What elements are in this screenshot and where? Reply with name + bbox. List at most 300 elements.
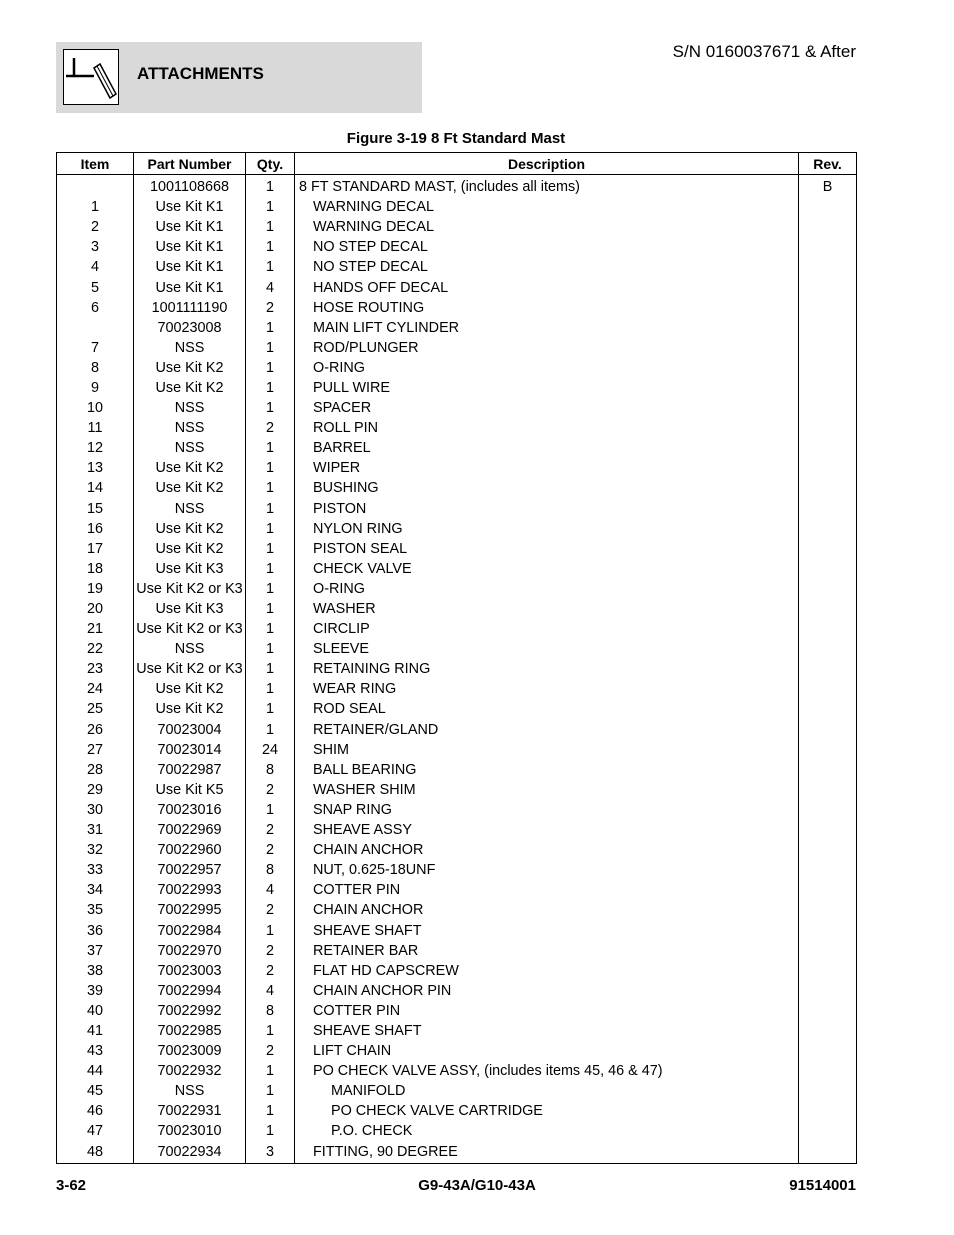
item-cell: 32 (57, 840, 134, 860)
description-cell: LIFT CHAIN (295, 1041, 799, 1061)
table-row (57, 840, 857, 860)
qty-cell: 8 (246, 1001, 295, 1021)
item-cell: 48 (57, 1142, 134, 1164)
part-number-cell: 70022969 (134, 820, 246, 840)
item-cell: 21 (57, 619, 134, 639)
qty-cell: 1 (246, 478, 295, 498)
table-row (57, 820, 857, 840)
qty-cell: 4 (246, 981, 295, 1001)
rev-cell (799, 920, 857, 940)
rev-cell (799, 519, 857, 539)
part-number-cell: 70023008 (134, 318, 246, 338)
description-cell: CHAIN ANCHOR PIN (295, 981, 799, 1001)
table-row (57, 639, 857, 659)
item-cell: 41 (57, 1021, 134, 1041)
table-row (57, 237, 857, 257)
description-cell: O-RING (295, 358, 799, 378)
description-cell: ROLL PIN (295, 418, 799, 438)
description-cell: ROD SEAL (295, 699, 799, 719)
item-cell: 16 (57, 519, 134, 539)
rev-cell (799, 499, 857, 519)
table-row (57, 1101, 857, 1121)
item-cell: 35 (57, 900, 134, 920)
part-number-cell: Use Kit K2 or K3 (134, 579, 246, 599)
part-number-cell: 70023009 (134, 1041, 246, 1061)
description-cell: WARNING DECAL (295, 197, 799, 217)
rev-cell (799, 478, 857, 498)
description-cell: MANIFOLD (295, 1081, 799, 1101)
column-header-qty: Qty. (246, 153, 295, 175)
description-cell: P.O. CHECK (295, 1121, 799, 1141)
item-cell: 15 (57, 499, 134, 519)
item-cell: 19 (57, 579, 134, 599)
part-number-cell: 70022987 (134, 760, 246, 780)
rev-cell (799, 981, 857, 1001)
rev-cell (799, 1081, 857, 1101)
qty-cell: 2 (246, 840, 295, 860)
qty-cell: 1 (246, 175, 295, 198)
description-cell: NO STEP DECAL (295, 237, 799, 257)
table-row (57, 740, 857, 760)
description-cell: WASHER SHIM (295, 780, 799, 800)
table-row (57, 941, 857, 961)
item-cell: 14 (57, 478, 134, 498)
qty-cell: 2 (246, 780, 295, 800)
table-row (57, 519, 857, 539)
description-cell: PO CHECK VALVE ASSY, (includes items 45, 46 & 47) (295, 1061, 799, 1081)
qty-cell: 1 (246, 720, 295, 740)
rev-cell (799, 217, 857, 237)
part-number-cell: Use Kit K2 (134, 458, 246, 478)
item-cell: 9 (57, 378, 134, 398)
part-number-cell: Use Kit K1 (134, 277, 246, 297)
item-cell: 10 (57, 398, 134, 418)
item-cell: 3 (57, 237, 134, 257)
part-number-cell: 70023003 (134, 961, 246, 981)
parts-table-body (57, 175, 857, 1164)
table-row (57, 579, 857, 599)
description-cell: COTTER PIN (295, 880, 799, 900)
table-row (57, 539, 857, 559)
qty-cell: 24 (246, 740, 295, 760)
description-cell: COTTER PIN (295, 1001, 799, 1021)
item-cell: 18 (57, 559, 134, 579)
rev-cell (799, 378, 857, 398)
item-cell: 25 (57, 699, 134, 719)
rev-cell (799, 699, 857, 719)
description-cell: SHEAVE SHAFT (295, 920, 799, 940)
qty-cell: 4 (246, 277, 295, 297)
rev-cell (799, 820, 857, 840)
qty-cell: 1 (246, 699, 295, 719)
table-row (57, 699, 857, 719)
qty-cell: 4 (246, 880, 295, 900)
table-row (57, 338, 857, 358)
rev-cell (799, 740, 857, 760)
description-cell: CHAIN ANCHOR (295, 900, 799, 920)
item-cell: 26 (57, 720, 134, 740)
item-cell: 4 (57, 257, 134, 277)
rev-cell (799, 458, 857, 478)
description-cell: SHEAVE ASSY (295, 820, 799, 840)
item-cell: 44 (57, 1061, 134, 1081)
description-cell: NUT, 0.625-18UNF (295, 860, 799, 880)
rev-cell (799, 257, 857, 277)
description-cell: WASHER (295, 599, 799, 619)
qty-cell: 1 (246, 679, 295, 699)
qty-cell: 8 (246, 760, 295, 780)
table-row (57, 318, 857, 338)
table-row (57, 1061, 857, 1081)
qty-cell: 1 (246, 659, 295, 679)
item-cell: 2 (57, 217, 134, 237)
table-row (57, 760, 857, 780)
rev-cell (799, 880, 857, 900)
table-row (57, 981, 857, 1001)
rev-cell (799, 639, 857, 659)
table-row (57, 900, 857, 920)
qty-cell: 1 (246, 237, 295, 257)
rev-cell (799, 1121, 857, 1141)
table-row (57, 378, 857, 398)
description-cell: CIRCLIP (295, 619, 799, 639)
table-row (57, 1001, 857, 1021)
item-cell: 31 (57, 820, 134, 840)
table-row (57, 599, 857, 619)
rev-cell (799, 1142, 857, 1164)
section-title: ATTACHMENTS (137, 64, 264, 83)
column-header-part-number: Part Number (134, 153, 246, 175)
description-cell: SHEAVE SHAFT (295, 1021, 799, 1041)
description-cell: WARNING DECAL (295, 217, 799, 237)
part-number-cell: 70022932 (134, 1061, 246, 1081)
table-row (57, 1041, 857, 1061)
part-number-cell: Use Kit K2 (134, 539, 246, 559)
item-cell: 33 (57, 860, 134, 880)
qty-cell: 3 (246, 1142, 295, 1164)
table-row (57, 961, 857, 981)
part-number-cell: 70022957 (134, 860, 246, 880)
description-cell: FITTING, 90 DEGREE (295, 1142, 799, 1164)
qty-cell: 1 (246, 619, 295, 639)
item-cell: 46 (57, 1101, 134, 1121)
item-cell: 43 (57, 1041, 134, 1061)
table-row (57, 277, 857, 297)
page-number: 3-62 (56, 1177, 87, 1194)
qty-cell: 1 (246, 1121, 295, 1141)
table-row (57, 358, 857, 378)
part-number-cell: NSS (134, 1081, 246, 1101)
table-row (57, 1081, 857, 1101)
rev-cell (799, 900, 857, 920)
table-row (57, 800, 857, 820)
table-row (57, 197, 857, 217)
description-cell: O-RING (295, 579, 799, 599)
item-cell: 12 (57, 438, 134, 458)
rev-cell (799, 318, 857, 338)
item-cell: 23 (57, 659, 134, 679)
rev-cell (799, 298, 857, 318)
table-row (57, 659, 857, 679)
item-cell: 37 (57, 941, 134, 961)
rev-cell (799, 760, 857, 780)
qty-cell: 1 (246, 378, 295, 398)
rev-cell (799, 277, 857, 297)
model-number: G9-43A/G10-43A (418, 1177, 536, 1194)
qty-cell: 1 (246, 338, 295, 358)
table-row (57, 418, 857, 438)
description-cell: MAIN LIFT CYLINDER (295, 318, 799, 338)
part-number-cell: 70023016 (134, 800, 246, 820)
table-row (57, 298, 857, 318)
description-cell: PO CHECK VALVE CARTRIDGE (295, 1101, 799, 1121)
qty-cell: 1 (246, 438, 295, 458)
item-cell: 29 (57, 780, 134, 800)
table-row (57, 780, 857, 800)
part-number-cell: Use Kit K2 (134, 358, 246, 378)
part-number-cell: 70022960 (134, 840, 246, 860)
part-number-cell: Use Kit K1 (134, 257, 246, 277)
qty-cell: 1 (246, 639, 295, 659)
rev-cell (799, 840, 857, 860)
table-row (57, 257, 857, 277)
item-cell: 11 (57, 418, 134, 438)
table-row (57, 458, 857, 478)
rev-cell (799, 559, 857, 579)
description-cell: SHIM (295, 740, 799, 760)
description-cell: WEAR RING (295, 679, 799, 699)
item-cell: 47 (57, 1121, 134, 1141)
item-cell: 20 (57, 599, 134, 619)
rev-cell (799, 1021, 857, 1041)
table-row (57, 438, 857, 458)
table-row (57, 175, 857, 198)
part-number-cell: 70022985 (134, 1021, 246, 1041)
part-number-cell: Use Kit K2 (134, 679, 246, 699)
item-cell: 1 (57, 197, 134, 217)
rev-cell (799, 659, 857, 679)
rev-cell (799, 579, 857, 599)
description-cell: BUSHING (295, 478, 799, 498)
description-cell: HANDS OFF DECAL (295, 277, 799, 297)
item-cell: 27 (57, 740, 134, 760)
rev-cell (799, 237, 857, 257)
serial-number: S/N 0160037671 & After (672, 42, 856, 61)
description-cell: FLAT HD CAPSCREW (295, 961, 799, 981)
description-cell: PISTON SEAL (295, 539, 799, 559)
part-number-cell: Use Kit K2 or K3 (134, 619, 246, 639)
part-number-cell: 70022992 (134, 1001, 246, 1021)
qty-cell: 2 (246, 941, 295, 961)
part-number-cell: 70023010 (134, 1121, 246, 1141)
qty-cell: 1 (246, 559, 295, 579)
table-row (57, 720, 857, 740)
rev-cell (799, 599, 857, 619)
description-cell: HOSE ROUTING (295, 298, 799, 318)
qty-cell: 1 (246, 539, 295, 559)
part-number-cell: 70022984 (134, 920, 246, 940)
table-row (57, 679, 857, 699)
rev-cell (799, 398, 857, 418)
document-number: 91514001 (789, 1177, 856, 1194)
qty-cell: 2 (246, 961, 295, 981)
item-cell: 24 (57, 679, 134, 699)
part-number-cell: Use Kit K2 (134, 378, 246, 398)
item-cell: 22 (57, 639, 134, 659)
rev-cell (799, 860, 857, 880)
rev-cell (799, 800, 857, 820)
qty-cell: 1 (246, 499, 295, 519)
part-number-cell: Use Kit K1 (134, 237, 246, 257)
qty-cell: 1 (246, 318, 295, 338)
rev-cell (799, 780, 857, 800)
qty-cell: 1 (246, 1021, 295, 1041)
part-number-cell: 1001111190 (134, 298, 246, 318)
table-row (57, 398, 857, 418)
description-cell: WIPER (295, 458, 799, 478)
item-cell: 30 (57, 800, 134, 820)
table-row (57, 217, 857, 237)
item-cell: 28 (57, 760, 134, 780)
qty-cell: 1 (246, 800, 295, 820)
table-row (57, 920, 857, 940)
description-cell: ROD/PLUNGER (295, 338, 799, 358)
table-row (57, 1021, 857, 1041)
column-header-item: Item (57, 153, 134, 175)
rev-cell (799, 1041, 857, 1061)
table-row (57, 478, 857, 498)
part-number-cell: Use Kit K3 (134, 559, 246, 579)
part-number-cell: 70023004 (134, 720, 246, 740)
rev-cell (799, 418, 857, 438)
description-cell: BARREL (295, 438, 799, 458)
part-number-cell: Use Kit K1 (134, 217, 246, 237)
item-cell: 36 (57, 920, 134, 940)
qty-cell: 1 (246, 398, 295, 418)
qty-cell: 2 (246, 298, 295, 318)
table-row (57, 880, 857, 900)
qty-cell: 2 (246, 820, 295, 840)
qty-cell: 2 (246, 418, 295, 438)
part-number-cell: Use Kit K2 (134, 478, 246, 498)
part-number-cell: 70022995 (134, 900, 246, 920)
description-cell: RETAINER BAR (295, 941, 799, 961)
rev-cell (799, 679, 857, 699)
description-cell: RETAINING RING (295, 659, 799, 679)
item-cell: 8 (57, 358, 134, 378)
description-cell: PULL WIRE (295, 378, 799, 398)
part-number-cell: NSS (134, 418, 246, 438)
rev-cell (799, 197, 857, 217)
item-cell: 38 (57, 961, 134, 981)
qty-cell: 1 (246, 1101, 295, 1121)
qty-cell: 1 (246, 599, 295, 619)
part-number-cell: 70023014 (134, 740, 246, 760)
qty-cell: 1 (246, 458, 295, 478)
part-number-cell: NSS (134, 398, 246, 418)
item-cell: 7 (57, 338, 134, 358)
item-cell: 5 (57, 277, 134, 297)
rev-cell (799, 619, 857, 639)
item-cell: 39 (57, 981, 134, 1001)
part-number-cell: NSS (134, 499, 246, 519)
qty-cell: 2 (246, 900, 295, 920)
part-number-cell: Use Kit K2 (134, 699, 246, 719)
rev-cell (799, 438, 857, 458)
table-header-row (57, 153, 857, 175)
forklift-mast-icon (63, 49, 119, 105)
rev-cell: B (799, 175, 857, 198)
table-row (57, 860, 857, 880)
part-number-cell: Use Kit K1 (134, 197, 246, 217)
qty-cell: 1 (246, 217, 295, 237)
column-header-description: Description (295, 153, 799, 175)
rev-cell (799, 358, 857, 378)
part-number-cell: 70022931 (134, 1101, 246, 1121)
description-cell: 8 FT STANDARD MAST, (includes all items) (295, 175, 799, 198)
qty-cell: 2 (246, 1041, 295, 1061)
qty-cell: 1 (246, 579, 295, 599)
part-number-cell: Use Kit K2 or K3 (134, 659, 246, 679)
item-cell: 17 (57, 539, 134, 559)
item-cell: 6 (57, 298, 134, 318)
qty-cell: 1 (246, 1081, 295, 1101)
table-row (57, 1142, 857, 1164)
description-cell: CHAIN ANCHOR (295, 840, 799, 860)
description-cell: NO STEP DECAL (295, 257, 799, 277)
qty-cell: 1 (246, 257, 295, 277)
qty-cell: 1 (246, 197, 295, 217)
qty-cell: 8 (246, 860, 295, 880)
description-cell: BALL BEARING (295, 760, 799, 780)
table-row (57, 499, 857, 519)
description-cell: CHECK VALVE (295, 559, 799, 579)
description-cell: SLEEVE (295, 639, 799, 659)
item-cell (57, 175, 134, 198)
item-cell (57, 318, 134, 338)
rev-cell (799, 1001, 857, 1021)
table-row (57, 559, 857, 579)
parts-table (56, 152, 857, 1164)
qty-cell: 1 (246, 358, 295, 378)
rev-cell (799, 338, 857, 358)
rev-cell (799, 1061, 857, 1081)
part-number-cell: Use Kit K5 (134, 780, 246, 800)
rev-cell (799, 941, 857, 961)
item-cell: 34 (57, 880, 134, 900)
rev-cell (799, 1101, 857, 1121)
description-cell: NYLON RING (295, 519, 799, 539)
part-number-cell: 1001108668 (134, 175, 246, 198)
description-cell: SNAP RING (295, 800, 799, 820)
part-number-cell: NSS (134, 438, 246, 458)
qty-cell: 1 (246, 1061, 295, 1081)
part-number-cell: Use Kit K3 (134, 599, 246, 619)
qty-cell: 1 (246, 920, 295, 940)
description-cell: RETAINER/GLAND (295, 720, 799, 740)
item-cell: 13 (57, 458, 134, 478)
item-cell: 40 (57, 1001, 134, 1021)
description-cell: SPACER (295, 398, 799, 418)
table-row (57, 619, 857, 639)
part-number-cell: NSS (134, 338, 246, 358)
item-cell: 45 (57, 1081, 134, 1101)
rev-cell (799, 961, 857, 981)
part-number-cell: NSS (134, 639, 246, 659)
description-cell: PISTON (295, 499, 799, 519)
table-row (57, 1121, 857, 1141)
part-number-cell: Use Kit K2 (134, 519, 246, 539)
